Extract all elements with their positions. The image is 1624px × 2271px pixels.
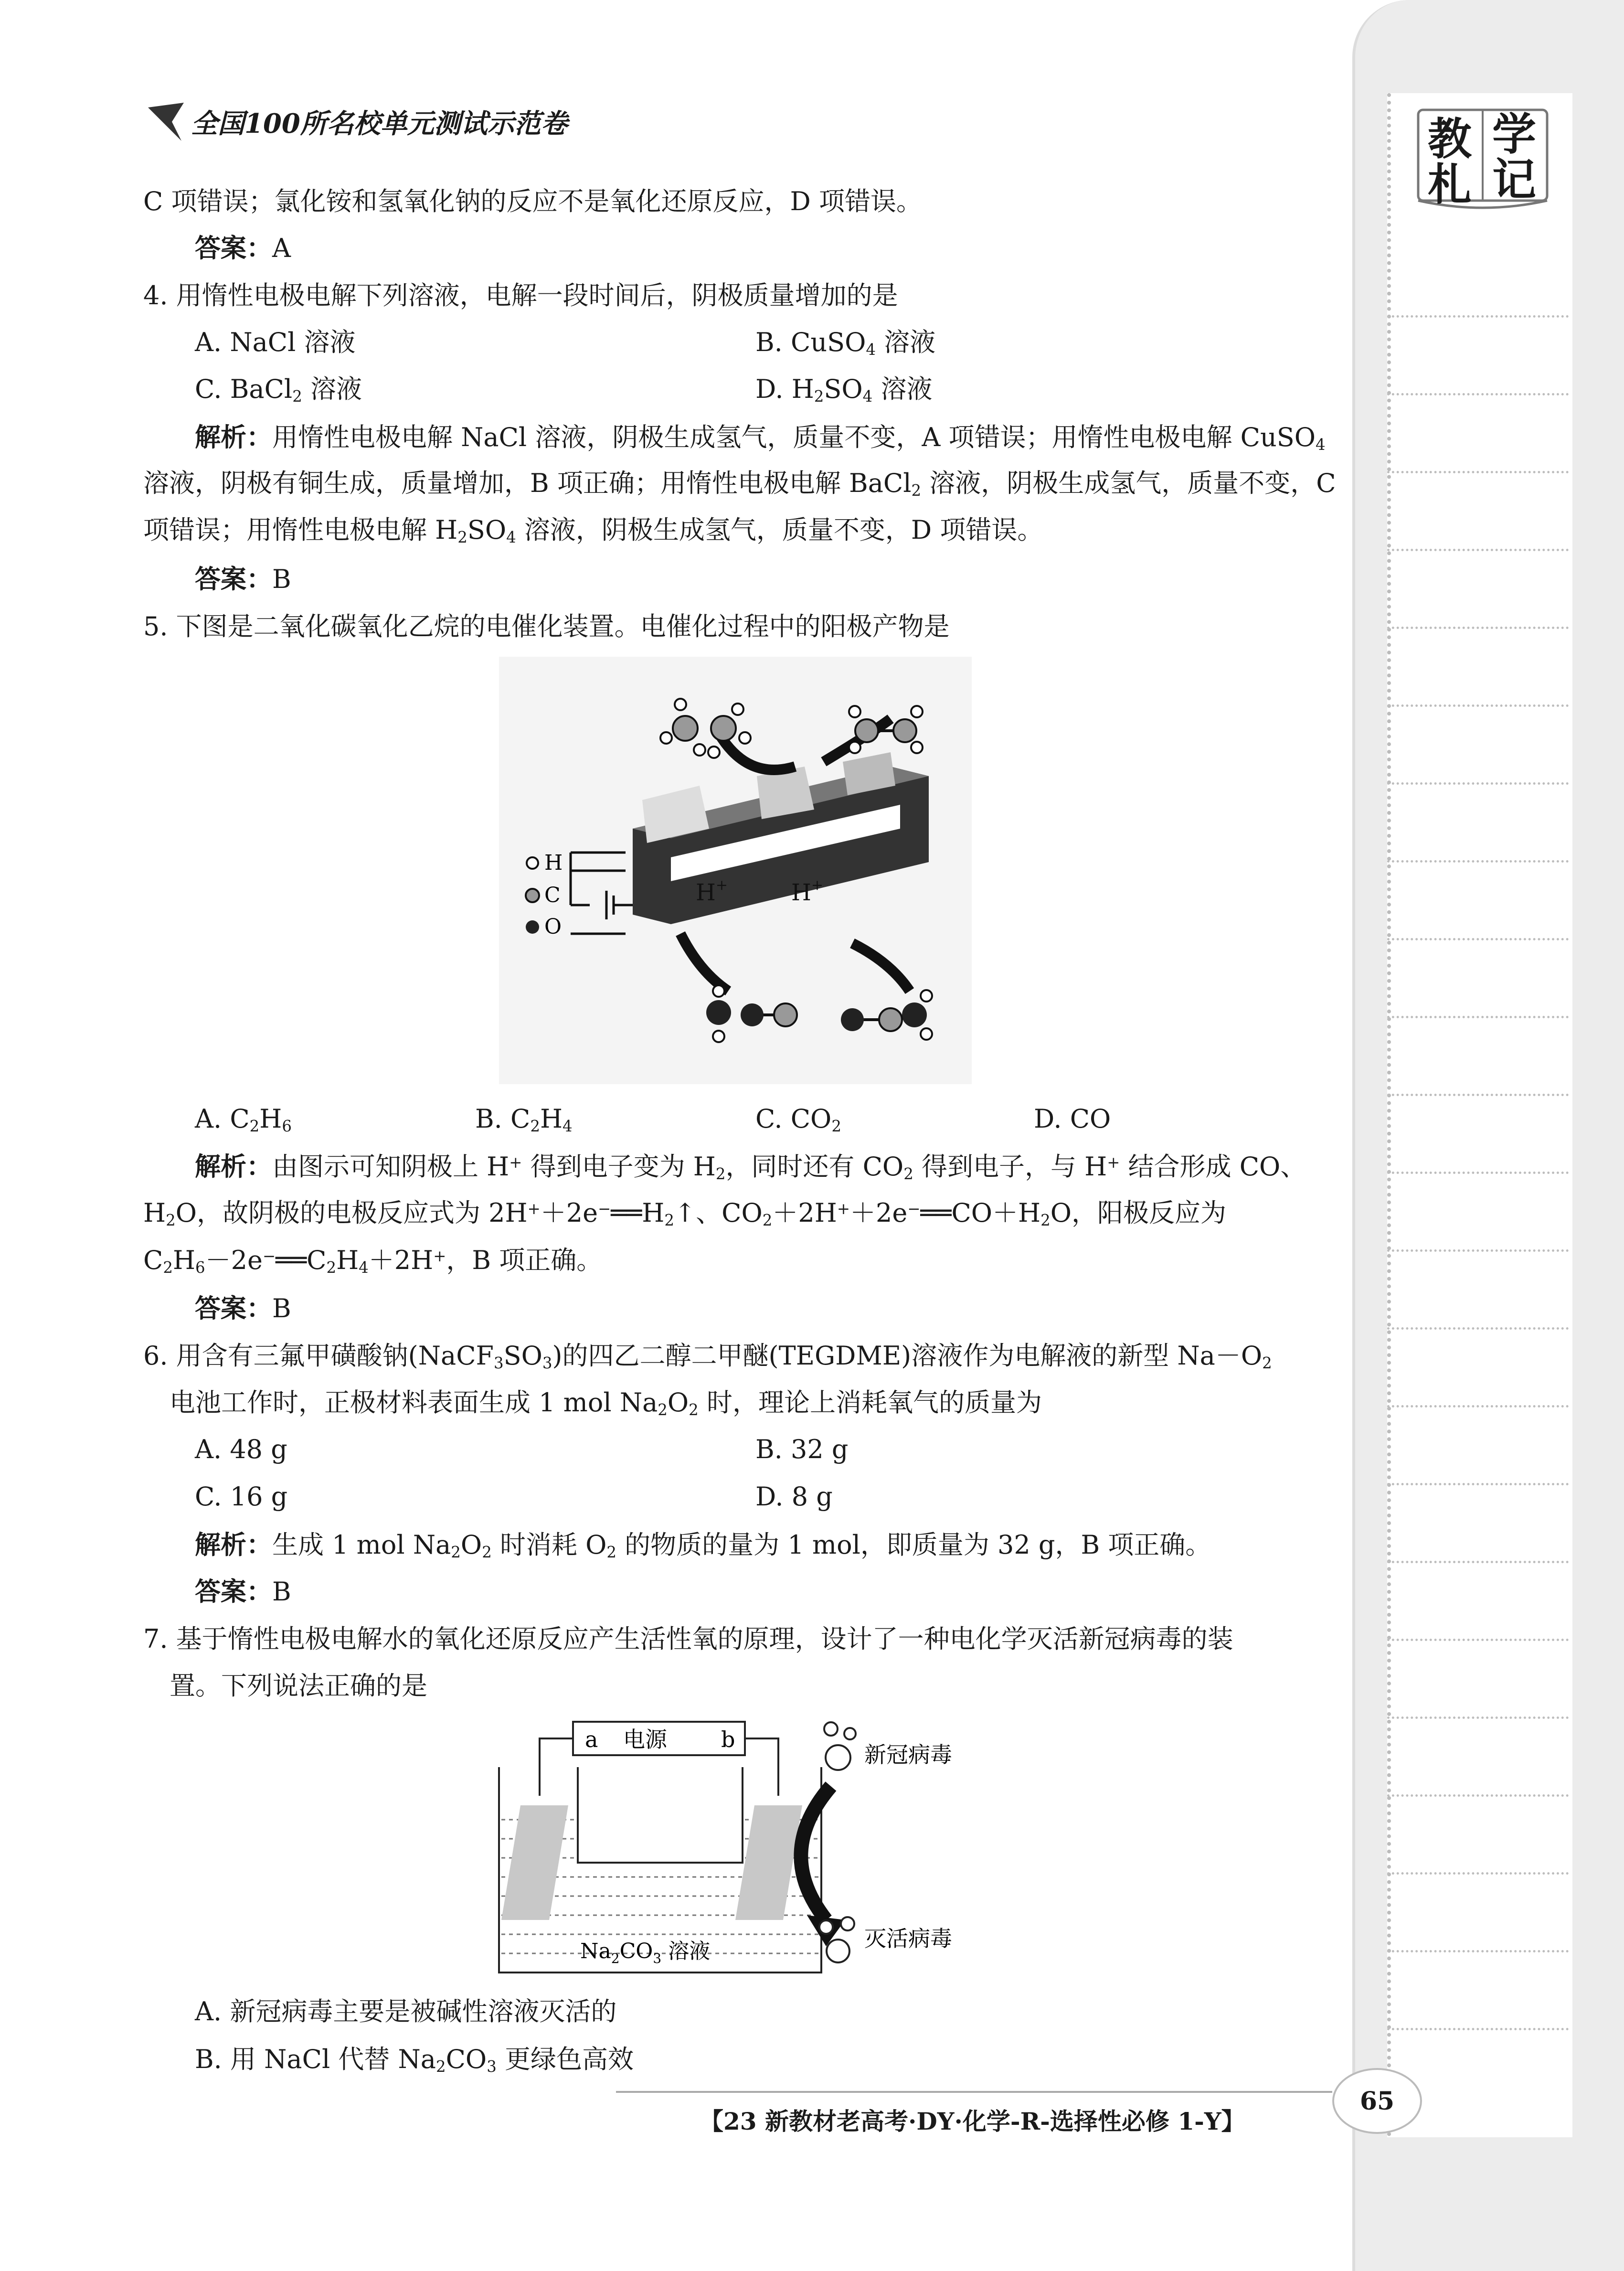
option-d: D. CO (1034, 1104, 1111, 1134)
note-line (1387, 1405, 1569, 1407)
note-line (1387, 1016, 1569, 1018)
notes-area (1387, 93, 1572, 2137)
explanation-5: $C_2H_6-2e^-══C_2H_4+2H^+$，B 项正确。 (143, 1245, 603, 1277)
text-line: C 项错误；氯化铵和氢氧化钠的反应不是氧化还原反应，D 项错误。 (143, 186, 922, 216)
question-6: 电池工作时，正极材料表面生成 1 mol $Na_2O_2$ 时，理论上消耗氧气的质量为 (170, 1387, 1042, 1419)
legend (526, 851, 563, 939)
note-line (1387, 2028, 1569, 2030)
explanation-5: $H_2O$，故阴极的电极反应式为 $2H^++2e^-══H_2↑$、$CO_2+2H^++2e^-══CO+H_2O$，阳极反应为 (143, 1198, 1227, 1230)
option-a: A. NaCl 溶液 (195, 327, 356, 357)
svg-text:a: a (585, 1727, 598, 1752)
note-line (1387, 1950, 1569, 1952)
virus-icon (824, 1722, 838, 1736)
footer-series: 【23 新教材老高考·DY·化学-R-选择性必修 1-Y】 (700, 2107, 1245, 2135)
notes-badge (1413, 105, 1552, 210)
inactivated-virus-icon (819, 1920, 833, 1934)
note-line (1387, 1094, 1569, 1096)
badge-char: 札 (1428, 159, 1472, 210)
badge-char: 记 (1492, 154, 1537, 205)
note-line (1387, 1639, 1569, 1641)
svg-text:电源: 电源 (623, 1727, 667, 1752)
electrolysis-cell-figure (497, 1710, 984, 1982)
svg-text:O: O (544, 915, 562, 939)
question-6: 6. 用含有三氟甲磺酸钠$(NaCF_3SO_3)$的四乙二醇二甲醚(TEGDME)溶液作为电解液的新型 $Na-O_2$ (143, 1341, 1272, 1373)
footer-rule (616, 2091, 1332, 2093)
option-b: B. 32 g (755, 1434, 849, 1464)
question-4: 4. 用惰性电极电解下列溶液，电解一段时间后，阴极质量增加的是 (143, 280, 898, 310)
option-b: B. 用 NaCl 代替 $Na_2CO_3$ 更绿色高效 (195, 2044, 634, 2076)
note-line (1387, 1794, 1569, 1797)
answer-3: 答案：A (195, 233, 291, 263)
note-line (1387, 1561, 1569, 1563)
explanation-4: 解析：用惰性电极电解 NaCl 溶液，阴极生成氢气，质量不变，A 项错误；用惰性电极电解 CuSO$_4$ (195, 422, 1326, 454)
answer-5: 答案：B (195, 1293, 291, 1323)
note-line (1387, 1483, 1569, 1485)
virus-label: 新冠病毒 (864, 1742, 952, 1768)
note-line (1387, 938, 1569, 940)
note-line (1387, 471, 1569, 473)
electrocatalysis-figure (499, 657, 972, 1084)
explanation-4: 项错误；用惰性电极电解 $H_2SO_4$ 溶液，阴极生成氢气，质量不变，D 项错误。 (143, 515, 1043, 547)
solution-label: $Na_2CO_3$ 溶液 (580, 1939, 711, 1966)
note-line (1387, 1872, 1569, 1875)
option-c: C. 16 g (195, 1482, 288, 1512)
question-7: 7. 基于惰性电极电解水的氧化还原反应产生活性氧的原理，设计了一种电化学灭活新冠病毒的装 (143, 1624, 1233, 1654)
question-7: 置。下列说法正确的是 (170, 1671, 427, 1701)
logo-icon (143, 98, 186, 146)
option-c: C. BaCl$_2$ 溶液 (195, 374, 362, 406)
series-logo: 全国100所名校单元测试示范卷 (191, 108, 568, 139)
answer-6: 答案：B (195, 1576, 291, 1607)
option-d: D. $H_2SO_4$ 溶液 (755, 374, 933, 406)
svg-text:b: b (721, 1727, 735, 1752)
note-line (1387, 315, 1569, 318)
virus-icon (826, 1745, 850, 1770)
badge-char: 教 (1428, 113, 1472, 165)
answer-4: 答案：B (195, 564, 291, 594)
proton-label: H+ (696, 877, 728, 906)
option-b: B. $C_2H_4$ (475, 1104, 573, 1136)
inactivated-label: 灭活病毒 (864, 1926, 952, 1951)
note-line (1387, 782, 1569, 785)
note-line (1387, 1249, 1569, 1252)
proton-label: H+ (791, 877, 823, 906)
electrode-b (735, 1805, 802, 1920)
badge-char: 学 (1492, 108, 1537, 160)
page-number: 65 (1332, 2068, 1422, 2134)
option-a: A. 48 g (195, 1434, 287, 1464)
note-line (1387, 1327, 1569, 1330)
electrode-a (501, 1805, 568, 1920)
note-line (1387, 549, 1569, 551)
note-line (1387, 860, 1569, 863)
option-c: C. $CO_2$ (755, 1104, 841, 1136)
inactivated-virus-icon (827, 1940, 849, 1962)
note-line (1387, 1172, 1569, 1174)
option-a: A. $C_2H_6$ (195, 1104, 292, 1136)
flow-arrow (801, 1786, 831, 1920)
option-d: D. 8 g (755, 1482, 833, 1512)
explanation-4: 溶液，阴极有铜生成，质量增加，B 项正确；用惰性电极电解 BaCl$_2$ 溶液，阴极生成氢气，质量不变，C (143, 468, 1336, 500)
explanation-5: 解析：由图示可知阴极上 H+ 得到电子变为 $H_2$，同时还有 $CO_2$ 得到电子，与 H+ 结合形成 CO、 (195, 1151, 1306, 1183)
option-a: A. 新冠病毒主要是被碱性溶液灭活的 (195, 1996, 617, 2026)
svg-text:C: C (544, 883, 561, 907)
option-b: B. CuSO$_4$ 溶液 (755, 327, 936, 359)
note-line (1387, 393, 1569, 395)
svg-text:H: H (544, 851, 563, 875)
note-line (1387, 627, 1569, 629)
note-line (1387, 1717, 1569, 1719)
virus-icon (844, 1728, 856, 1739)
note-line (1387, 704, 1569, 707)
inactivated-virus-icon (841, 1917, 854, 1930)
explanation-6: 解析：生成 1 mol $Na_2O_2$ 时消耗 $O_2$ 的物质的量为 1 mol，即质量为 32 g，B 项正确。 (195, 1529, 1211, 1562)
question-5: 5. 下图是二氧化碳氧化乙烷的电催化装置。电催化过程中的阳极产物是 (143, 611, 950, 641)
